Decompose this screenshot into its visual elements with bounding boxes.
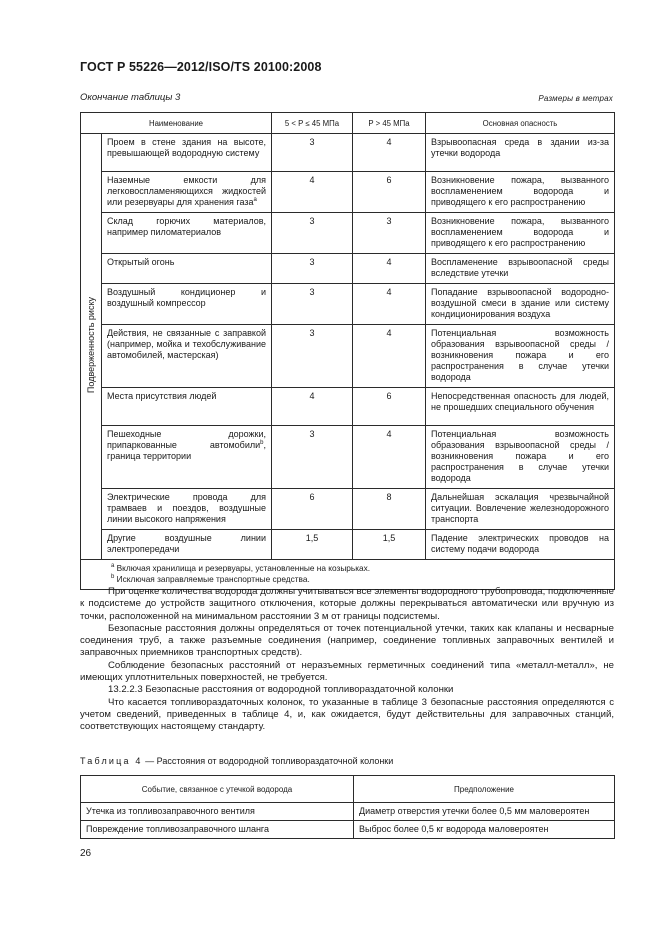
object-name: Открытый огонь xyxy=(107,257,175,267)
hazard-cell: Непосредственная опасность для людей, не прошедших специального обучения xyxy=(426,388,615,426)
object-name-cell xyxy=(102,530,272,560)
table-3-notes-row xyxy=(81,560,615,590)
column-header-hazard: Основная опасность xyxy=(426,113,615,134)
table-row xyxy=(81,172,615,213)
distance-low-cell: 3 xyxy=(272,254,353,284)
hazard-cell: Падение электрических проводов на систему подачи водорода xyxy=(426,530,615,560)
distance-high-cell: 4 xyxy=(353,134,426,172)
table-row xyxy=(81,821,615,839)
units-note: Размеры в метрах xyxy=(538,94,613,103)
table-row xyxy=(81,254,615,284)
column-header-pressure-high: P > 45 МПа xyxy=(353,113,426,134)
object-name-cell xyxy=(102,325,272,388)
object-name: Места присутствия людей xyxy=(107,391,217,401)
hazard-cell: Попадание взрывоопасной водородно-воздушной смеси в здание или систему кондиционирования воздуха xyxy=(426,284,615,325)
footnote-b: $^b$ Исключая заправляемые транспортные средства. xyxy=(111,574,310,584)
object-name: Пешеходные дорожки, припаркованные автомобили xyxy=(107,429,266,450)
footnote-ref: b xyxy=(260,440,264,446)
table-3-notes xyxy=(81,560,615,590)
footnote-a: $^a$ Включая хранилища и резервуары, установленные на козырьках. xyxy=(111,563,371,573)
assumption-cell: Выброс более 0,5 кг водорода маловероятен xyxy=(354,821,615,839)
hazard-cell: Воспламенение взрывоопасной среды вследствие утечки xyxy=(426,254,615,284)
column-header-event: Событие, связанное с утечкой водорода xyxy=(81,776,354,803)
table-row xyxy=(81,426,615,489)
hazard-cell: Возникновение пожара, вызванного воспламенением водорода и приводящего к его распространению xyxy=(426,172,615,213)
distance-high-cell: 4 xyxy=(353,254,426,284)
table-4-title: — Расстояния от водородной топливораздаточной колонки xyxy=(142,756,394,766)
distance-low-cell: 3 xyxy=(272,325,353,388)
object-name-cell xyxy=(102,388,272,426)
row-group-label xyxy=(81,134,102,560)
row-group-label-text: Подверженность риску xyxy=(85,296,96,394)
column-header-pressure-low: 5 < P ≤ 45 МПа xyxy=(272,113,353,134)
table-row xyxy=(81,213,615,254)
object-name-cell xyxy=(102,426,272,489)
distance-high-cell: 4 xyxy=(353,325,426,388)
distance-high-cell: 8 xyxy=(353,489,426,530)
distance-low-cell: 3 xyxy=(272,284,353,325)
table-row xyxy=(81,489,615,530)
distance-low-cell: 1,5 xyxy=(272,530,353,560)
assumption-cell: Диаметр отверстия утечки более 0,5 мм маловероятен xyxy=(354,803,615,821)
object-name-cell xyxy=(102,254,272,284)
footnote-ref: a xyxy=(253,197,257,203)
object-name: Воздушный кондиционер и воздушный компрессор xyxy=(107,287,266,308)
table-3-header-row xyxy=(81,113,615,134)
table-row xyxy=(81,284,615,325)
table-3 xyxy=(80,112,615,590)
paragraph: При оценке количества водорода должны учитываться все элементы водородного трубопровода, подключенные к подсистеме до устройств защитного отключения, которые должны перекрываться автоматически или вручную из точки, расположенной на минимальном расстоянии 3 м от границы подсистемы. xyxy=(80,586,614,622)
table-row xyxy=(81,134,615,172)
object-name: Проем в стене здания на высоте, превышающей водородную систему xyxy=(107,137,266,158)
paragraph: Что касается топливораздаточных колонок, то указанные в таблице 3 безопасные расстояния определяются с учетом сведений, приведенных в таблице 4, и, как ожидается, будут действительны для заправочных станций, соответствующих настоящему стандарту. xyxy=(80,696,614,733)
body-text xyxy=(80,586,614,734)
table-continuation-caption: Окончание таблицы 3 xyxy=(80,92,181,103)
object-name-tail: , граница территории xyxy=(107,440,266,461)
hazard-cell: Потенциальная возможность образования взрывоопасной среды / возникновения пожара и его распространения в случае утечки водорода xyxy=(426,426,615,489)
object-name: Склад горючих материалов, например пиломатериалов xyxy=(107,216,266,237)
distance-low-cell: 6 xyxy=(272,489,353,530)
distance-high-cell: 1,5 xyxy=(353,530,426,560)
object-name-cell xyxy=(102,172,272,213)
distance-low-cell: 3 xyxy=(272,134,353,172)
section-heading: 13.2.2.3 Безопасные расстояния от водородной топливораздаточной колонки xyxy=(108,684,454,696)
table-4-header-row xyxy=(81,776,615,803)
paragraph: Соблюдение безопасных расстояний от неразъемных герметичных соединений типа «металл-металл», не имеющих уплотнительных поверхностей, не требуется. xyxy=(80,659,614,684)
object-name-cell xyxy=(102,284,272,325)
distance-high-cell: 6 xyxy=(353,388,426,426)
object-name-cell xyxy=(102,134,272,172)
distance-low-cell: 3 xyxy=(272,426,353,489)
event-cell: Повреждение топливозаправочного шланга xyxy=(81,821,354,839)
hazard-cell: Дальнейшая эскалация чрезвычайной ситуации. Вовлечение железнодорожного транспорта xyxy=(426,489,615,530)
object-name-cell xyxy=(102,213,272,254)
page-number: 26 xyxy=(80,848,92,859)
distance-low-cell: 4 xyxy=(272,172,353,213)
table-row xyxy=(81,803,615,821)
column-header-assumption: Предположение xyxy=(354,776,615,803)
distance-high-cell: 4 xyxy=(353,284,426,325)
table-row xyxy=(81,388,615,426)
document-header: ГОСТ Р 55226—2012/ISO/TS 20100:2008 xyxy=(80,60,322,74)
hazard-cell: Взрывоопасная среда в здании из-за утечки водорода xyxy=(426,134,615,172)
distance-high-cell: 6 xyxy=(353,172,426,213)
distance-high-cell: 3 xyxy=(353,213,426,254)
event-cell: Утечка из топливозаправочного вентиля xyxy=(81,803,354,821)
table-row xyxy=(81,530,615,560)
paragraph: Безопасные расстояния должны определяться от точек потенциальной утечки, таких как клапаны и несварные соединения труб, а также разъемные соединения (например, соединение топливных заправочных вентилей и заправочных приемников транспортных средств). xyxy=(80,622,614,659)
table-4-caption xyxy=(80,756,393,766)
table-row xyxy=(81,325,615,388)
object-name: Электрические провода для трамваев и поездов, воздушные линии высокого напряжения xyxy=(107,492,266,524)
hazard-cell: Потенциальная возможность образования взрывоопасной среды / возникновения пожара и его распространения в случае утечки водорода xyxy=(426,325,615,388)
distance-high-cell: 4 xyxy=(353,426,426,489)
table-4-label: Таблица 4 xyxy=(80,756,143,766)
object-name: Действия, не связанные с заправкой (например, мойка и техобслуживание автомобилей, мастерская) xyxy=(107,328,266,360)
object-name: Наземные емкости для легковоспламеняющихся жидкостей или резервуары для хранения газа xyxy=(107,175,266,207)
distance-low-cell: 4 xyxy=(272,388,353,426)
hazard-cell: Возникновение пожара, вызванного воспламенением водорода и приводящего к его распространению xyxy=(426,213,615,254)
object-name: Другие воздушные линии электропередачи xyxy=(107,533,266,554)
distance-low-cell: 3 xyxy=(272,213,353,254)
table-4 xyxy=(80,775,615,839)
column-header-name: Наименование xyxy=(81,113,272,134)
object-name-cell xyxy=(102,489,272,530)
